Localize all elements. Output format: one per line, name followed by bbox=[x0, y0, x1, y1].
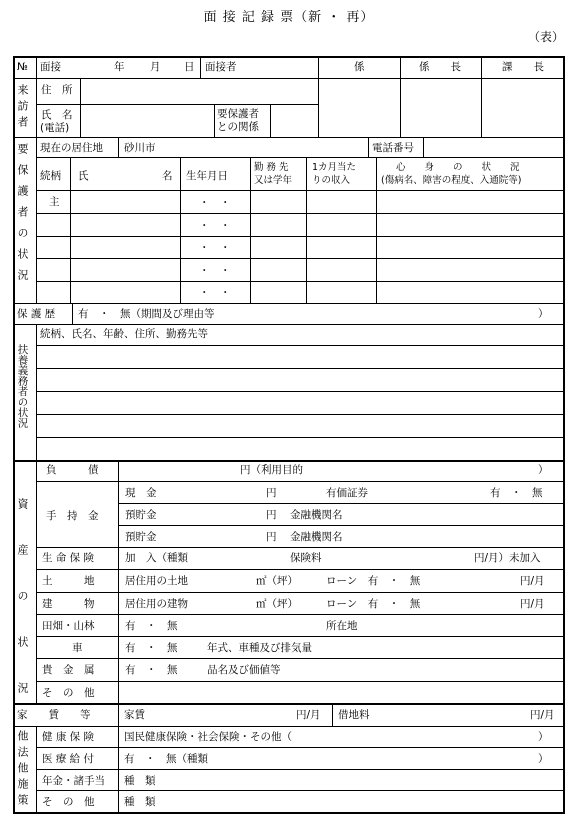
building-area: ㎡（坪） bbox=[256, 598, 298, 610]
birthdate-dots: ・ ・ bbox=[199, 197, 231, 209]
support-obligor-header: 続柄、氏名、年齢、住所、勤務先等 bbox=[40, 328, 208, 340]
frame-bottom bbox=[13, 812, 565, 814]
health-insurance-close: ） bbox=[538, 731, 549, 743]
telephone-number-label: 電話番号 bbox=[372, 142, 414, 154]
insurance-type: 加 入（種類 bbox=[125, 552, 188, 564]
frame-top bbox=[13, 56, 565, 58]
birthdate-dots: ・ ・ bbox=[199, 220, 231, 232]
col-workplace-1: 勤 務 先 bbox=[254, 162, 289, 173]
bank-name-label-2: 金融機関名 bbox=[290, 531, 343, 543]
pension-text: 種 類 bbox=[124, 775, 156, 787]
col-condition-1: 心 身 の 状 況 bbox=[396, 162, 520, 173]
health-insurance-label: 健 康 保 険 bbox=[42, 731, 95, 743]
month-label: 月 bbox=[150, 61, 161, 73]
building-loan: ローン 有 ・ 無 bbox=[326, 598, 421, 610]
col-relation: 続柄 bbox=[40, 170, 61, 182]
car-details: 年式、車種及び排気量 bbox=[207, 642, 312, 654]
cash-yen: 円 bbox=[266, 487, 277, 499]
col-birthdate: 生年月日 bbox=[186, 170, 228, 182]
address-label: 住 所 bbox=[41, 84, 73, 96]
securities-yesno: 有 ・ 無 bbox=[490, 487, 543, 499]
land-yen: 円/月 bbox=[520, 575, 545, 587]
building-label: 建 物 bbox=[42, 598, 95, 610]
measures-other-text: 種 類 bbox=[124, 796, 156, 808]
frame-right bbox=[563, 56, 565, 814]
section-head-label: 課 長 bbox=[502, 61, 544, 73]
savings-yen-2: 円 bbox=[266, 531, 277, 543]
city-value: 砂川市 bbox=[124, 142, 156, 154]
col-surname: 氏 bbox=[78, 170, 89, 182]
medical-benefit-close: ） bbox=[538, 753, 549, 765]
medical-benefit-label: 医 療 給 付 bbox=[42, 753, 95, 765]
visitor-label: 来訪者 bbox=[16, 84, 29, 132]
protection-history-text: 有 ・ 無（期間及び理由等 bbox=[78, 308, 215, 320]
form-title: 面 接 記 録 票（新 ・ 再） bbox=[203, 10, 375, 25]
health-insurance-text: 国民健康保険・社会保険・その他（ bbox=[124, 731, 292, 743]
front-side-mark: （表） bbox=[527, 30, 564, 44]
savings-label-2: 預貯金 bbox=[125, 531, 157, 543]
building-text: 居住用の建物 bbox=[125, 598, 188, 610]
col-workplace-2: 又は学年 bbox=[254, 175, 293, 186]
assets-other-label: そ の 他 bbox=[42, 687, 95, 699]
precious-metal-yesno: 有 ・ 無 bbox=[125, 664, 178, 676]
land-area: ㎡（坪） bbox=[256, 575, 298, 587]
life-insurance-label: 生 命 保 険 bbox=[42, 552, 95, 564]
rent-label: 家 賃 等 bbox=[17, 709, 91, 721]
car-yesno: 有 ・ 無 bbox=[125, 642, 178, 654]
assets-label: 資 産 の 状 況 bbox=[16, 498, 29, 705]
medical-benefit-text: 有 ・ 無（種類 bbox=[124, 753, 208, 765]
insurance-yen: 円/月）未加入 bbox=[474, 552, 541, 564]
birthdate-dots: ・ ・ bbox=[199, 265, 231, 277]
rent-house: 家賃 bbox=[124, 709, 145, 721]
year-label: 年 bbox=[114, 61, 125, 73]
frame-left bbox=[13, 56, 15, 814]
bank-name-label-1: 金融機関名 bbox=[290, 509, 343, 521]
relation-label-1: 要保護者 bbox=[217, 108, 259, 120]
securities-label: 有価証券 bbox=[326, 487, 368, 499]
farmland-yesno: 有 ・ 無 bbox=[125, 620, 178, 632]
chief-label: 係 長 bbox=[419, 61, 461, 73]
land-text: 居住用の土地 bbox=[125, 575, 188, 587]
cash-on-hand-label: 手 持 金 bbox=[46, 510, 99, 522]
land-loan: ローン 有 ・ 無 bbox=[326, 575, 421, 587]
col-given-name: 名 bbox=[162, 170, 173, 182]
col-income-2: りの収入 bbox=[312, 175, 351, 186]
staff-label: 係 bbox=[354, 61, 365, 73]
land-label: 土 地 bbox=[42, 575, 95, 587]
interview-label: 面接 bbox=[40, 61, 61, 73]
farmland-label: 田畑・山林 bbox=[42, 620, 95, 632]
col-condition-2: (傷病名、障害の程度、入通院等) bbox=[381, 175, 522, 186]
building-yen: 円/月 bbox=[520, 598, 545, 610]
phone-label: (電話) bbox=[40, 122, 70, 134]
pension-label: 年金・諸手当 bbox=[42, 775, 105, 787]
birthdate-dots: ・ ・ bbox=[199, 287, 231, 299]
precious-metal-label: 貴 金 属 bbox=[42, 664, 95, 676]
protection-history-label: 保 護 歴 bbox=[17, 308, 56, 320]
measures-other-label: そ の 他 bbox=[42, 796, 95, 808]
land-rent-yen: 円/月 bbox=[530, 709, 555, 721]
cash-label: 現 金 bbox=[125, 487, 157, 499]
savings-label-1: 預貯金 bbox=[125, 509, 157, 521]
debt-close: ） bbox=[538, 464, 549, 476]
birthdate-dots: ・ ・ bbox=[199, 242, 231, 254]
name-label: 氏 名 bbox=[41, 109, 73, 121]
number-label: № bbox=[17, 61, 28, 73]
rent-yen: 円/月 bbox=[296, 709, 321, 721]
relation-label-2: との関係 bbox=[217, 121, 259, 133]
protected-person-label: 要保護者の状況 bbox=[16, 143, 29, 290]
farmland-location: 所在地 bbox=[326, 620, 358, 632]
land-rent-label: 借地料 bbox=[338, 709, 370, 721]
savings-yen-1: 円 bbox=[266, 509, 277, 521]
interviewer-label: 面接者 bbox=[205, 61, 237, 73]
insurance-premium: 保険料 bbox=[290, 552, 322, 564]
debt-text: 円（利用目的 bbox=[240, 464, 303, 476]
car-label: 車 bbox=[72, 642, 83, 654]
protection-history-close: ） bbox=[538, 308, 549, 320]
head-of-household: 主 bbox=[49, 196, 60, 208]
precious-metal-details: 品名及び価値等 bbox=[207, 664, 281, 676]
day-label: 日 bbox=[184, 61, 195, 73]
debt-label: 負 債 bbox=[46, 464, 99, 476]
current-residence-label: 現在の居住地 bbox=[40, 142, 103, 154]
other-measures-label: 他法他施策 bbox=[16, 730, 29, 810]
support-obligor-label: 扶養義務者の状況 bbox=[16, 344, 29, 428]
col-income-1: 1カ月当た bbox=[312, 162, 357, 173]
